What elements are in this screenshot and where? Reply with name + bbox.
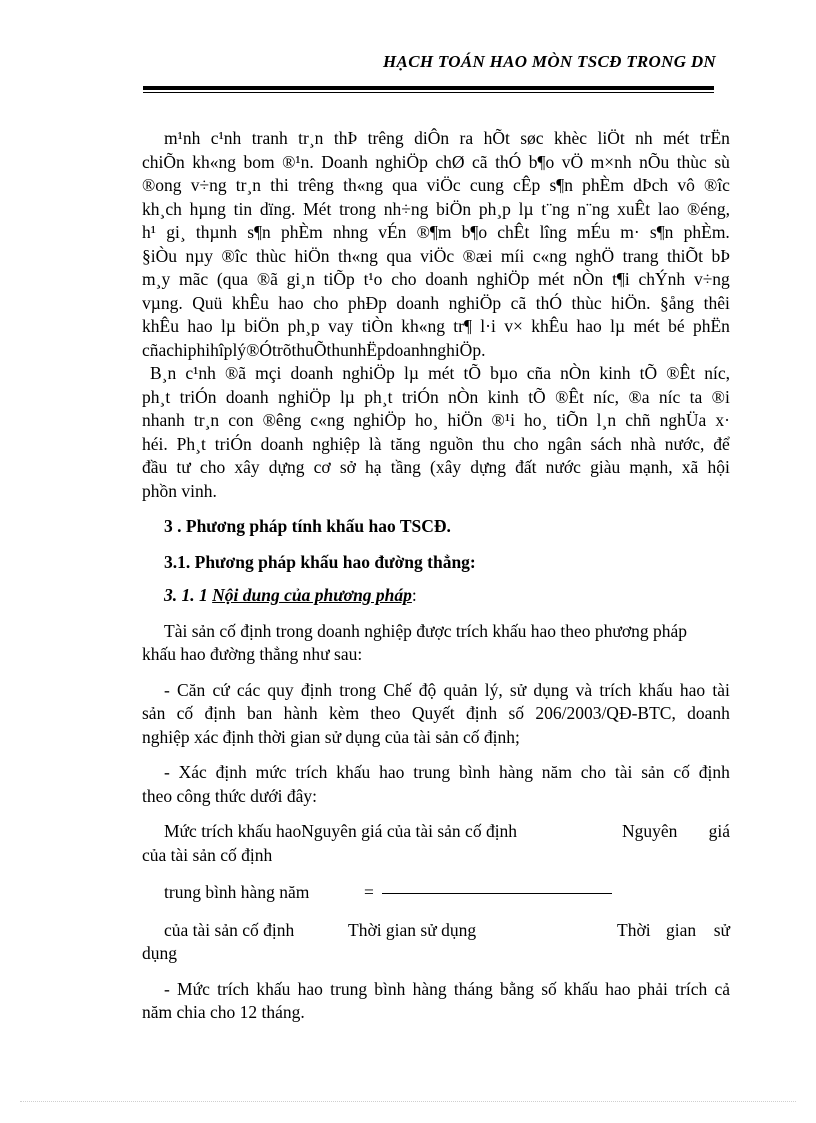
header-rule-thin [143,92,714,93]
formula-row-1-continued: của tài sản cố định [142,844,273,865]
heading-underlined-text: Nội dung của phương pháp [212,585,412,605]
formula-block [142,820,730,966]
page-bottom-divider [20,1101,796,1102]
text-line: theo công thức dưới đây: [142,785,317,806]
text-line: - Căn cứ các quy định trong Chế độ quản lý, sử dụng và trích khấu hao tài [164,679,730,700]
section-heading-3-1: 3.1. Phương pháp khấu hao đường thẳng: [164,551,476,572]
text-line: m¸y mãc (qua ®ã gi¸n tiÕp t¹o cho doanh nghiÖp mét nÒn t¶i chÝnh v÷ng [142,269,730,289]
formula-equals-sign: = [364,882,374,902]
document-body [142,127,730,1025]
text-line: - Xác định mức trích khấu hao trung bình hàng năm cho tài sản cố định [164,762,730,782]
formula-row-1 [142,820,730,844]
paragraph-3 [142,679,730,750]
formula-text: Thời [617,919,651,940]
text-line: phồn vinh. [142,480,217,501]
text-line: năm chia cho 12 tháng. [142,1002,305,1022]
page-header-title: HẠCH TOÁN HAO MÒN TSCĐ TRONG DN [383,52,716,71]
formula-numerator-label: Mức trích khấu haoNguyên giá của tài sản cố định [164,821,518,841]
text-line: Tài sản cố định trong doanh nghiệp được trích khấu hao theo phương pháp [164,620,687,641]
formula-denominator-label: Thời gian sử dụng [348,919,477,940]
paragraph-2 [142,620,730,667]
formula-text: gian [666,919,697,940]
formula-fraction-line [382,893,612,894]
paragraph-5 [142,978,730,1025]
text-line: m¹nh c¹nh tranh tr¸n thÞ trêng diÔn ra hÕt søc khèc liÖt nh mét trËn [164,128,730,148]
text-line: h¹ gi¸ thµnh s¶n phÈm nhng vÉn ®¶m b¶o chÊt lîng mÉu m· s¶n phÈm. [142,222,730,242]
formula-row-2 [142,881,730,905]
formula-text: giá [708,821,730,841]
formula-text: Nguyên [622,821,678,841]
header-rule-thick [143,86,714,90]
formula-row-3-continued: dụng [142,943,177,963]
paragraph-4 [142,761,730,808]
formula-label: trung bình hàng năm [164,882,310,902]
text-line: nhanh tr¸n con ®êng c«ng nghiÖp ho¸ hiÖn ®¹i ho¸ tiÕn l¸n chñ nghÜa x· [142,410,730,430]
heading-prefix: 3. 1. 1 [164,585,213,605]
heading-suffix: : [411,585,417,605]
text-line: B¸n c¹nh ®ã mçi doanh nghiÖp lµ mét tÕ bµo cña nÒn kinh tÕ ®Êt níc, [150,363,730,383]
paragraph-1 [142,127,730,503]
text-line: - Mức trích khấu hao trung bình hàng tháng bằng số khấu hao phải trích cả [164,978,730,999]
text-line: chiÕn kh«ng bom ®¹n. Doanh nghiÖp chØ cã thÓ b¶o vÖ m×nh nÕu thùc sù [142,151,730,172]
text-line: §iÒu nµy ®îc thùc hiÖn th«ng qua viÖc ®æi míi c«ng nghÖ trang thiÕt bÞ [142,245,730,266]
text-line: sản cố định ban hành kèm theo Quyết định số 206/2003/QĐ-BTC, doanh [142,703,730,723]
text-line: ®ong v÷ng tr¸n thi trêng th«ng qua viÖc cung cÊp s¶n phÈm dÞch vô ®îc [142,175,730,195]
section-heading-3-1-1 [142,584,730,608]
text-line: vµng. Quü khÊu hao cho phÐp doanh nghiÖp cã thÓ thùc hiÖn. §ång thêi [142,292,730,313]
text-line: cñachiphihîplý®ÓtrõthuÕthunhËpdoanhnghiÖp. [142,339,486,360]
text-line: khấu hao đường thẳng như sau: [142,644,363,664]
text-line: kh¸ch hµng tin dïng. Mét trong nh÷ng biÖn ph¸p lµ t¨ng n¨ng xuÊt lao ®éng, [142,198,730,219]
text-line: ph¸t triÓn doanh nghiÖp lµ ph¸t triÓn nÒn kinh tÕ ®Êt níc, ®a níc ta ®i [142,386,730,407]
formula-text: sử [713,919,730,940]
text-line: héi. Ph¸t triÓn doanh nghiệp là tăng nguồn thu cho ngân sách nhà nước, để [142,433,730,454]
text-line: nghiệp xác định thời gian sử dụng của tài sản cố định; [142,726,520,747]
formula-label: của tài sản cố định [164,919,295,940]
text-line: đầu tư cho xây dựng cơ sở hạ tầng (xây dựng đất nước giàu mạnh, xã hội [142,457,730,477]
text-line: khÊu hao lµ biÖn ph¸p vay tiÒn kh«ng tr¶ l·i v× khÊu hao lµ mét bé phËn [142,316,730,336]
formula-row-3 [142,919,730,943]
section-heading-3: 3 . Phương pháp tính khấu hao TSCĐ. [164,516,451,536]
